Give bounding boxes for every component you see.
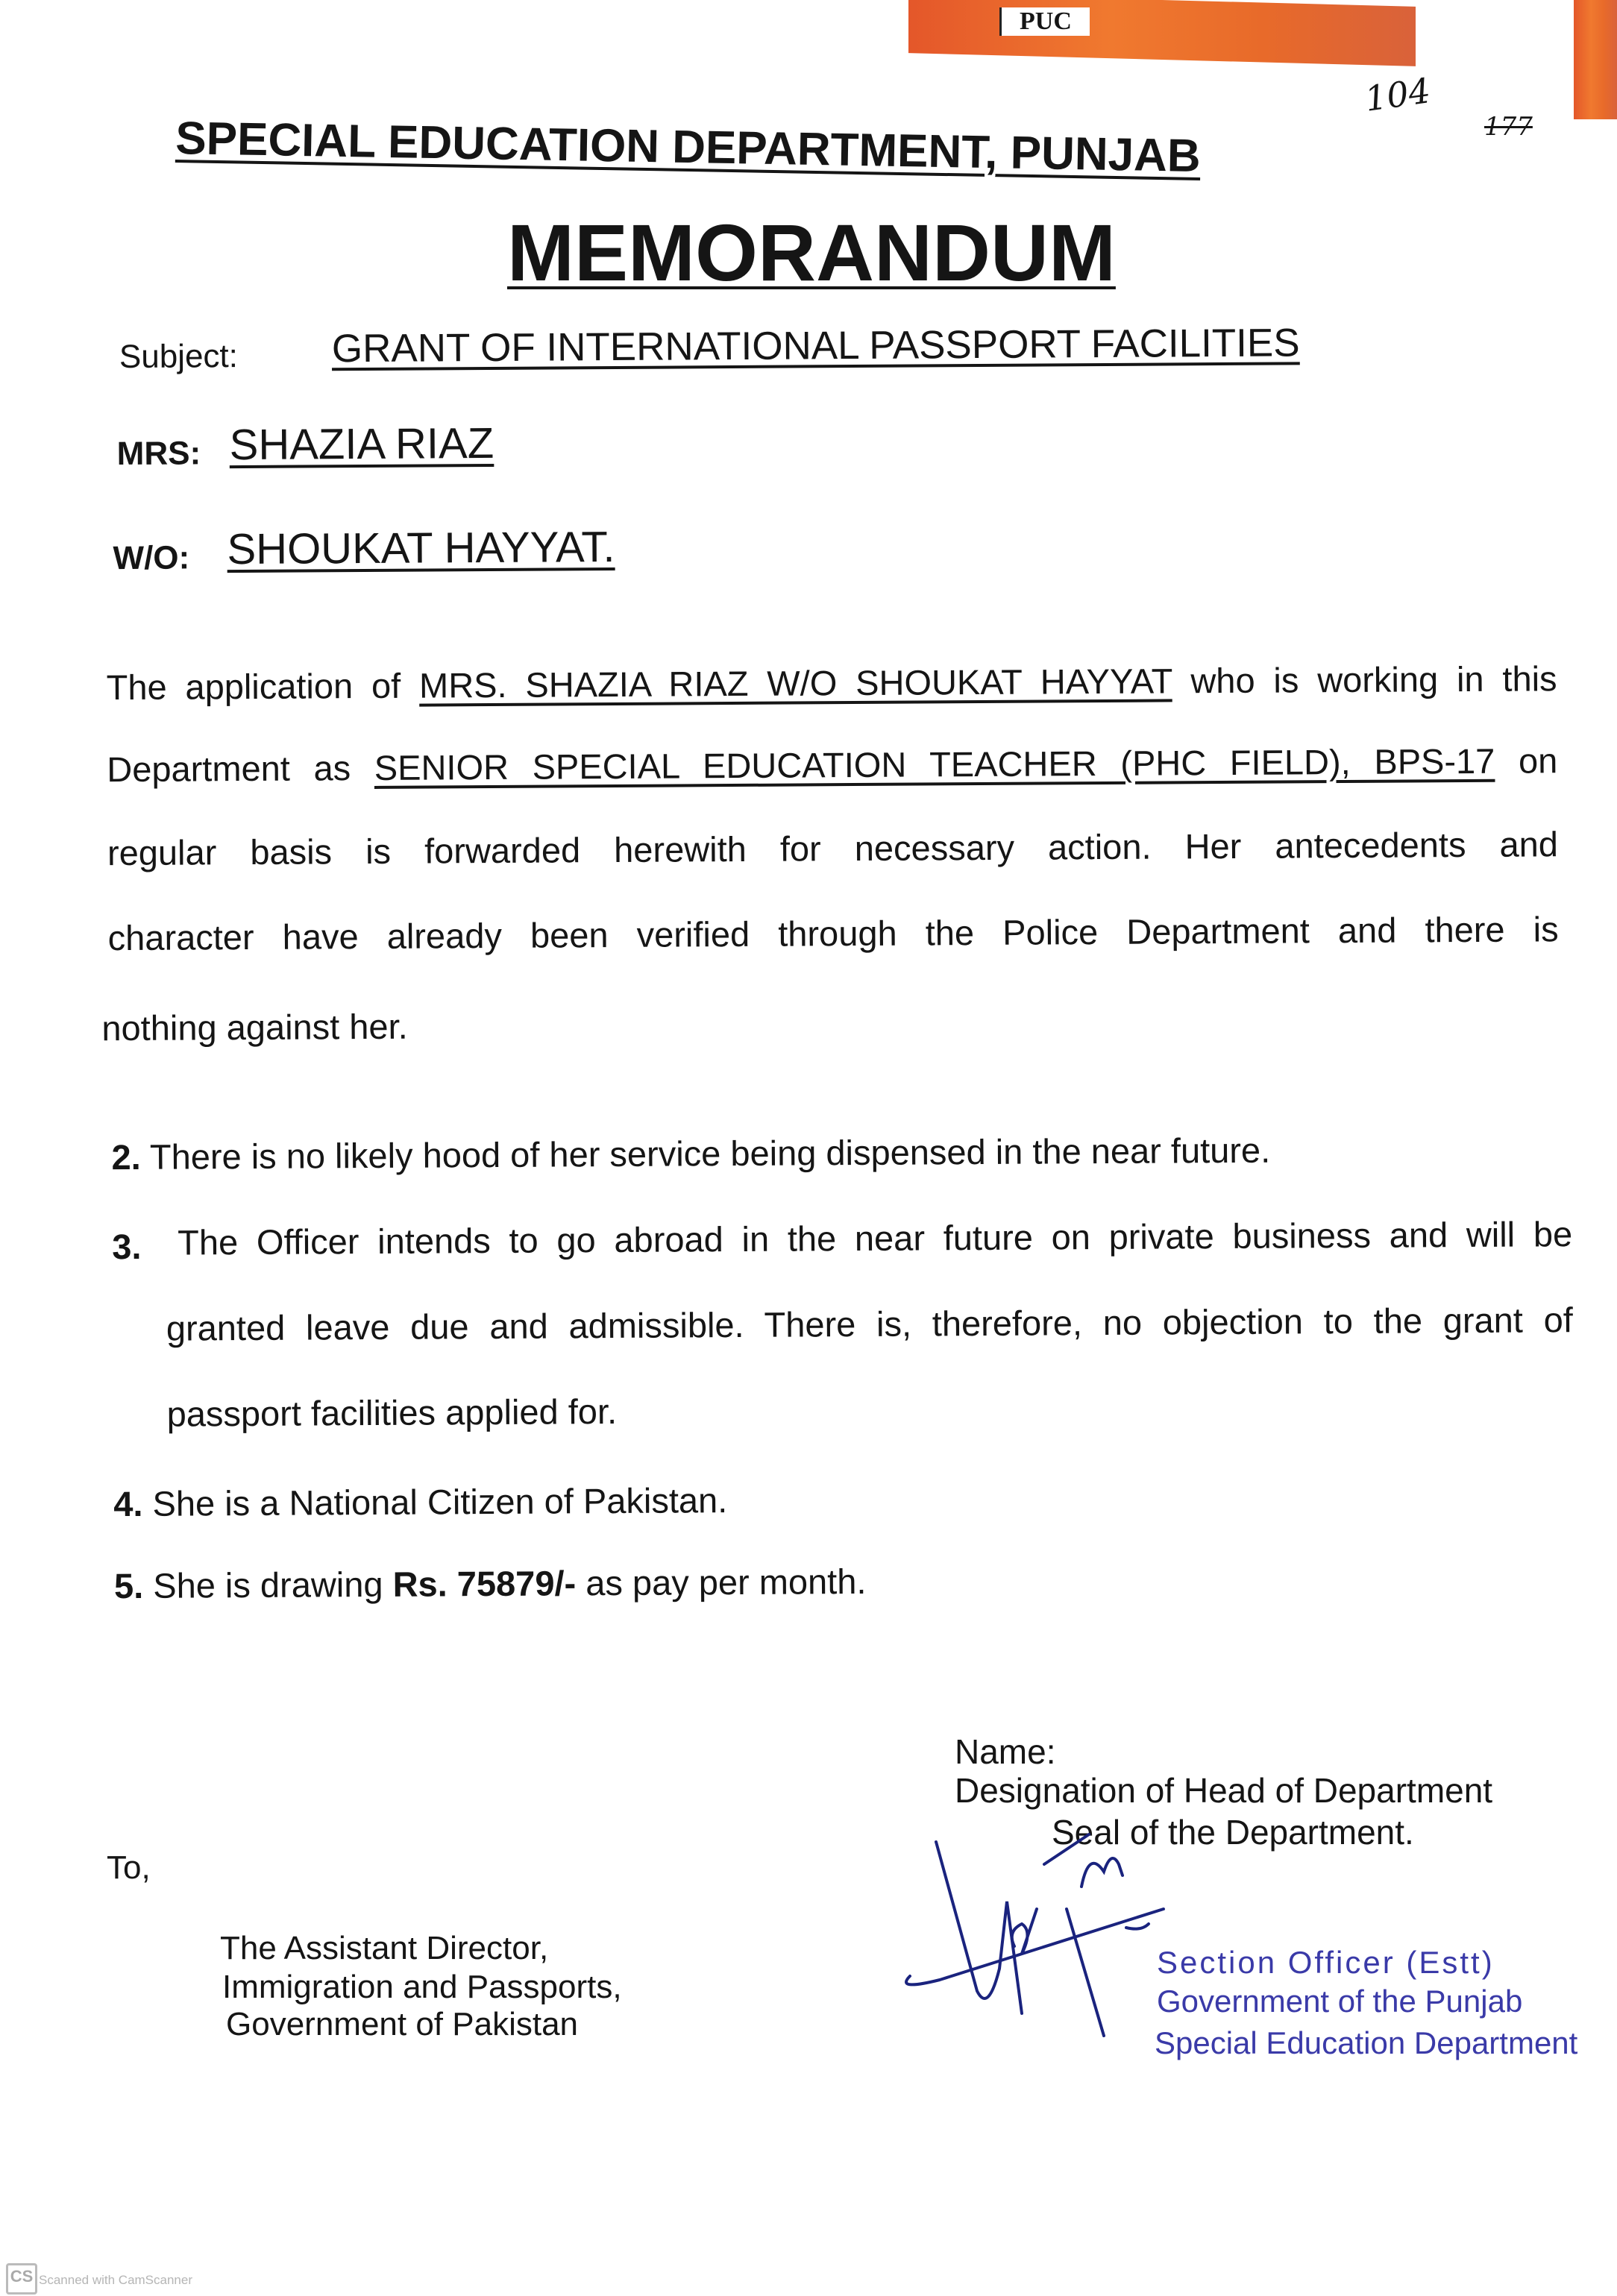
camscanner-text: Scanned with CamScanner — [39, 2273, 193, 2287]
item-4 — [113, 1479, 727, 1524]
para1-line: nothing against her. — [101, 1006, 408, 1048]
item-3-line: passport facilities applied for. — [166, 1391, 618, 1434]
designation-label: Designation of Head of Department — [955, 1771, 1493, 1810]
to-label: To, — [107, 1849, 151, 1886]
addressee-line: Immigration and Passports, — [222, 1969, 622, 2005]
item-3-number: 3. — [112, 1226, 142, 1267]
item-text: She is drawing — [153, 1564, 393, 1605]
spouse-name-text: SHOUKAT HAYYAT. — [227, 522, 615, 574]
addressee-line: Government of Pakistan — [226, 2006, 579, 2042]
folio-number: 104 — [1362, 70, 1434, 119]
pay-amount: Rs. 75879/- — [392, 1563, 577, 1604]
para1-line — [106, 658, 1557, 708]
designation-ref: SENIOR SPECIAL EDUCATION TEACHER (PHC FIELD), BPS-17 — [374, 740, 1495, 787]
signature — [895, 1819, 1193, 2043]
subject-text: GRANT OF INTERNATIONAL PASSPORT FACILITIES — [331, 321, 1300, 371]
subject-label: Subject: — [119, 338, 239, 376]
text: The application of — [106, 665, 420, 708]
applicant-ref: MRS. SHAZIA RIAZ W/O SHOUKAT HAYYAT — [418, 661, 1172, 705]
orange-tape — [908, 0, 1416, 66]
item-5 — [114, 1561, 867, 1606]
orange-tape-edge — [1574, 0, 1617, 119]
seal-label: Seal of the Department. — [1052, 1813, 1414, 1852]
item-2 — [111, 1130, 1270, 1177]
stamp-line: Government of the Punjab — [1157, 1984, 1523, 2019]
item-number: 2. — [111, 1136, 141, 1177]
department-heading: SPECIAL EDUCATION DEPARTMENT, PUNJAB — [175, 112, 1202, 182]
item-3-line: The Officer intends to go abroad in the near future on private business and will be — [178, 1214, 1573, 1262]
page-title: MEMORANDUM — [507, 207, 1116, 298]
spouse-name — [227, 522, 615, 574]
item-number: 5. — [113, 1565, 144, 1606]
mrs-label: MRS: — [116, 435, 201, 473]
folio-strike: 177 — [1484, 112, 1533, 142]
text: Department as — [107, 747, 374, 790]
item-text: There is no likely hood of her service being dispensed in the near future. — [149, 1130, 1271, 1177]
name-label: Name: — [955, 1732, 1056, 1771]
wo-label: W/O: — [113, 539, 190, 577]
applicant-name: SHAZIA RIAZ — [229, 418, 494, 470]
text: on — [1495, 740, 1558, 781]
stamp-line: Section Officer (Estt) — [1157, 1945, 1495, 1980]
stamp-line: Special Education Department — [1155, 2025, 1578, 2060]
addressee-line: The Assistant Director, — [220, 1930, 549, 1966]
item-3-line: granted leave due and admissible. There is, therefore, no objection to the grant of — [166, 1300, 1574, 1348]
text: who is working in this — [1172, 658, 1557, 701]
puc-label: PUC — [999, 7, 1090, 36]
para1-line — [107, 740, 1557, 790]
camscanner-logo: CS — [6, 2263, 37, 2295]
para1-line: regular basis is forwarded herewith for necessary action. Her antecedents and — [107, 824, 1559, 873]
para1-line: character have already been verified through the Police Department and there is — [107, 909, 1559, 958]
item-text: She is a National Citizen of Pakistan. — [152, 1480, 728, 1523]
item-number: 4. — [113, 1483, 143, 1524]
item-text: as pay per month. — [576, 1561, 867, 1603]
